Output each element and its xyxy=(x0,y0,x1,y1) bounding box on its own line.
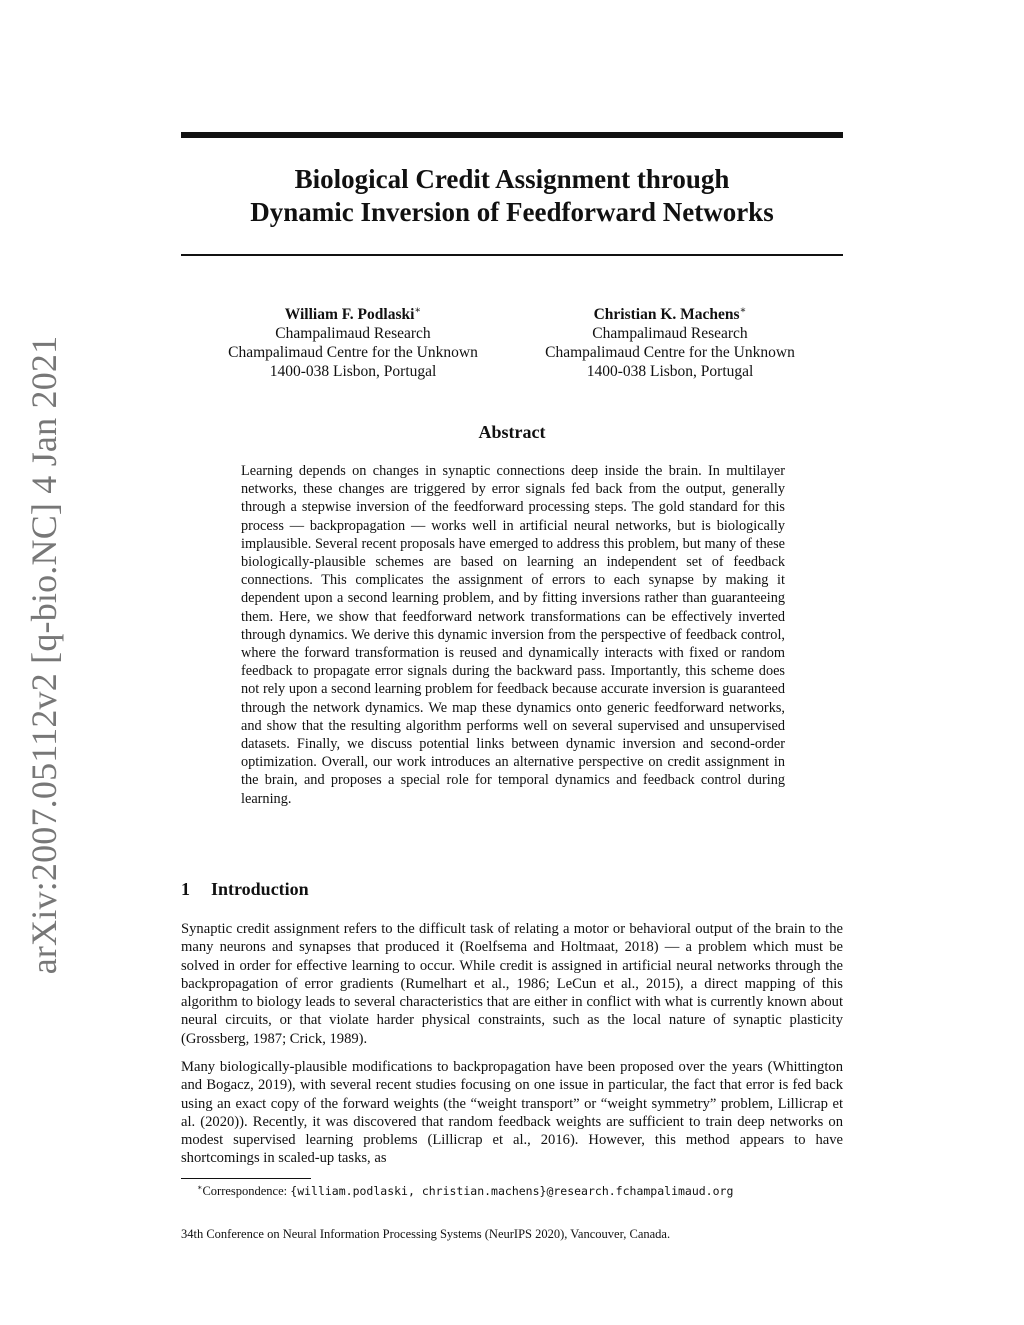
author-name: William F. Podlaski∗ xyxy=(284,305,422,324)
author-name: Christian K. Machens∗ xyxy=(593,305,747,324)
intro-paragraph-2: Many biologically-plausible modifications to backpropagation have been proposed over the years (Whittington and Bogacz, 2019), with several recent studies focusing on one issue in particular, the fact that error is fed back using an exact copy of the forward weights (the “weight transport” or “weight symmetry” problem, Lillicrap et al. (2020)). Recently, it was discovered that random feedback weights are sufficient to train deep networks on modest supervised learning problems (Lillicrap et al., 2016). However, this method appears to have shortcomings in scaled-up tasks, as xyxy=(181,1059,843,1167)
abstract-heading: Abstract xyxy=(478,422,546,442)
abstract-text: Learning depends on changes in synaptic connections deep inside the brain. In multilayer networks, these changes are triggered by error signals fed back from the output, generally through a stepwise inversion of the feedforward processing steps. The gold standard for this process — backpropagation — works well in artificial neural networks, but is biologically implausible. Several recent proposals have emerged to address this problem, but many of these biologically-plausible schemes are based on learning an independent set of feedback connections. This complicates the assignment of errors to each synapse by making it dependent upon a second learning problem, and by fitting inversions rather than guaranteeing them. Here, we show that feedforward network transformations can be effectively inverted through dynamics. We derive this dynamic inversion from the perspective of feedback control, where the forward transformation is reused and dynamically interacts with fixed or random feedback to propagate error signals during the backward pass. Importantly, this scheme does not rely upon a second learning problem for feedback because accurate inversion is guaranteed through the network dynamics. We map these dynamics onto generic feedforward networks, and show that the resulting algorithm performs well on several supervised and unsupervised datasets. Finally, we discuss potential links between dynamic inversion and second-order optimization. Overall, our work introduces an alternative perspective on credit assignment in the brain, and proposes a special role for temporal dynamics and feedback control during learning. xyxy=(241,463,785,807)
author-affiliation: Champalimaud Centre for the Unknown xyxy=(545,344,795,362)
intro-paragraph-1: Synaptic credit assignment refers to the difficult task of relating a motor or behavioral output of the brain to the many neurons and synapses that produced it (Roelfsema and Holtmaat, 2018) — a problem which must be solved in order for effective learning to occur. While credit is assigned in artificial neural networks through the backpropagation of error gradients (Rumelhart et al., 1986; LeCun et al., 2015), a direct mapping of this algorithm to biology leads to several characteristics that are either in conflict with what is currently known about neural circuits, or that violate harder physical constraints, such as the local nature of synaptic plasticity (Grossberg, 1987; Crick, 1989). xyxy=(181,921,843,1047)
paper-title xyxy=(181,163,843,229)
correspondence-footnote xyxy=(181,1180,843,1199)
author-footnote-mark: ∗ xyxy=(414,305,422,316)
author-footnote-mark: ∗ xyxy=(739,305,747,316)
author-address: 1400-038 Lisbon, Portugal xyxy=(269,363,437,381)
title-bottom-rule xyxy=(181,254,843,256)
author-affiliation: Champalimaud Research xyxy=(275,325,431,343)
conference-footer: 34th Conference on Neural Information Processing Systems (NeurIPS 2020), Vancouver, Canada. xyxy=(181,1227,671,1241)
author-affiliation: Champalimaud Centre for the Unknown xyxy=(228,344,478,362)
author-address: 1400-038 Lisbon, Portugal xyxy=(586,363,754,381)
title-line-1: Biological Credit Assignment through xyxy=(294,164,730,194)
title-line-2: Dynamic Inversion of Feedforward Networks xyxy=(250,197,774,227)
author-block-1 xyxy=(203,301,503,381)
section-title: Introduction xyxy=(211,879,309,899)
footnote-rule xyxy=(181,1178,311,1179)
correspondence-emails: {william.podlaski, christian.machens}@research.fchampalimaud.org xyxy=(290,1184,734,1199)
author-affiliation: Champalimaud Research xyxy=(592,325,748,343)
section-heading-introduction xyxy=(181,879,309,900)
arxiv-identifier-stamp: arXiv:2007.05112v2 [q-bio.NC] 4 Jan 2021 xyxy=(24,335,64,975)
author-block-2 xyxy=(520,301,820,381)
footnote-label: Correspondence: xyxy=(202,1184,291,1199)
title-top-rule xyxy=(181,132,843,138)
section-number: 1 xyxy=(181,879,190,899)
footnote-mark: ∗ xyxy=(197,1183,203,1192)
